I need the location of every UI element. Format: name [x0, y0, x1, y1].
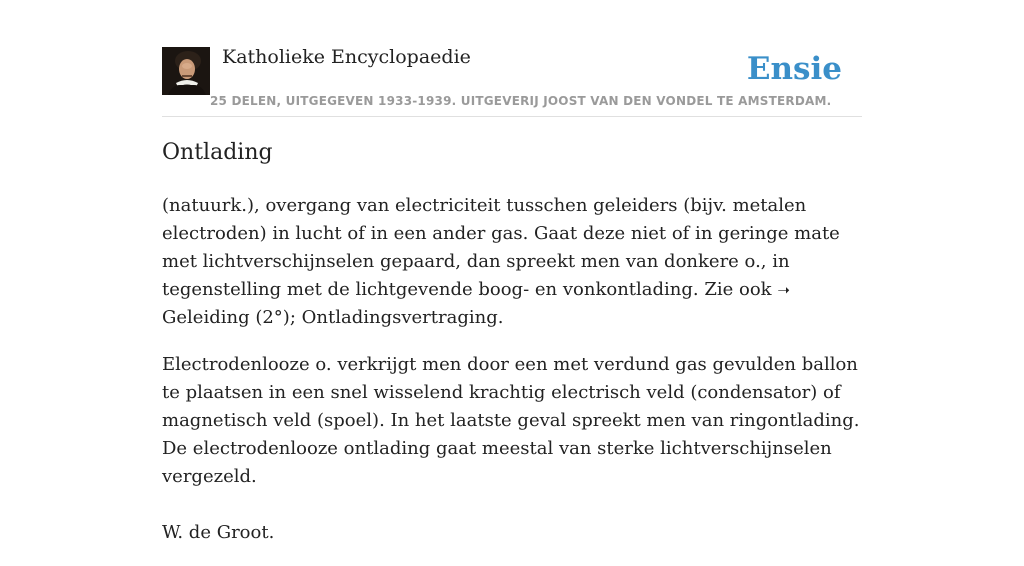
- link-separator: ;: [289, 307, 296, 328]
- portrait-image: [162, 47, 210, 95]
- source-subtitle: 25 DELEN, UITGEGEVEN 1933-1939. UITGEVERIJ JOOST VAN DEN VONDEL TE AMSTERDAM.: [210, 94, 832, 108]
- author-signature: W. de Groot.: [162, 522, 275, 543]
- link-geleiding[interactable]: Geleiding (2°): [162, 307, 290, 328]
- paragraph-1: [162, 192, 862, 332]
- paragraph-1-text: (natuurk.), overgang van electriciteit tusschen geleiders (bijv. metalen electroden) in lucht of in een ander gas. Gaat deze niet of in geringe mate met lichtverschijnselen gepaard, dan spreekt men van donkere o., in tegenstelling met de lichtgevende boog- en vonkontlading. Zie ook: [162, 195, 840, 300]
- paragraph-2: Electrodenlooze o. verkrijgt men door een met verdund gas gevulden ballon te plaatsen in een snel wisselend krachtig electrisch veld (condensator) of magnetisch veld (spoel). In het laatste geval spreekt men van ringontlading. De electrodenlooze ontlading gaat meestal van sterke lichtverschijnselen vergezeld.: [162, 354, 860, 487]
- paragraph-1-end: .: [497, 307, 504, 328]
- source-header: [162, 40, 862, 117]
- article-title: Ontlading: [162, 140, 273, 165]
- arrow-icon: ➝: [777, 281, 790, 299]
- ensie-logo[interactable]: Ensie: [746, 51, 842, 87]
- source-avatar[interactable]: [162, 47, 210, 95]
- link-ontladingsvertraging[interactable]: Ontladingsvertraging: [301, 307, 498, 328]
- article-body: [162, 192, 862, 566]
- source-title[interactable]: Katholieke Encyclopaedie: [222, 46, 471, 68]
